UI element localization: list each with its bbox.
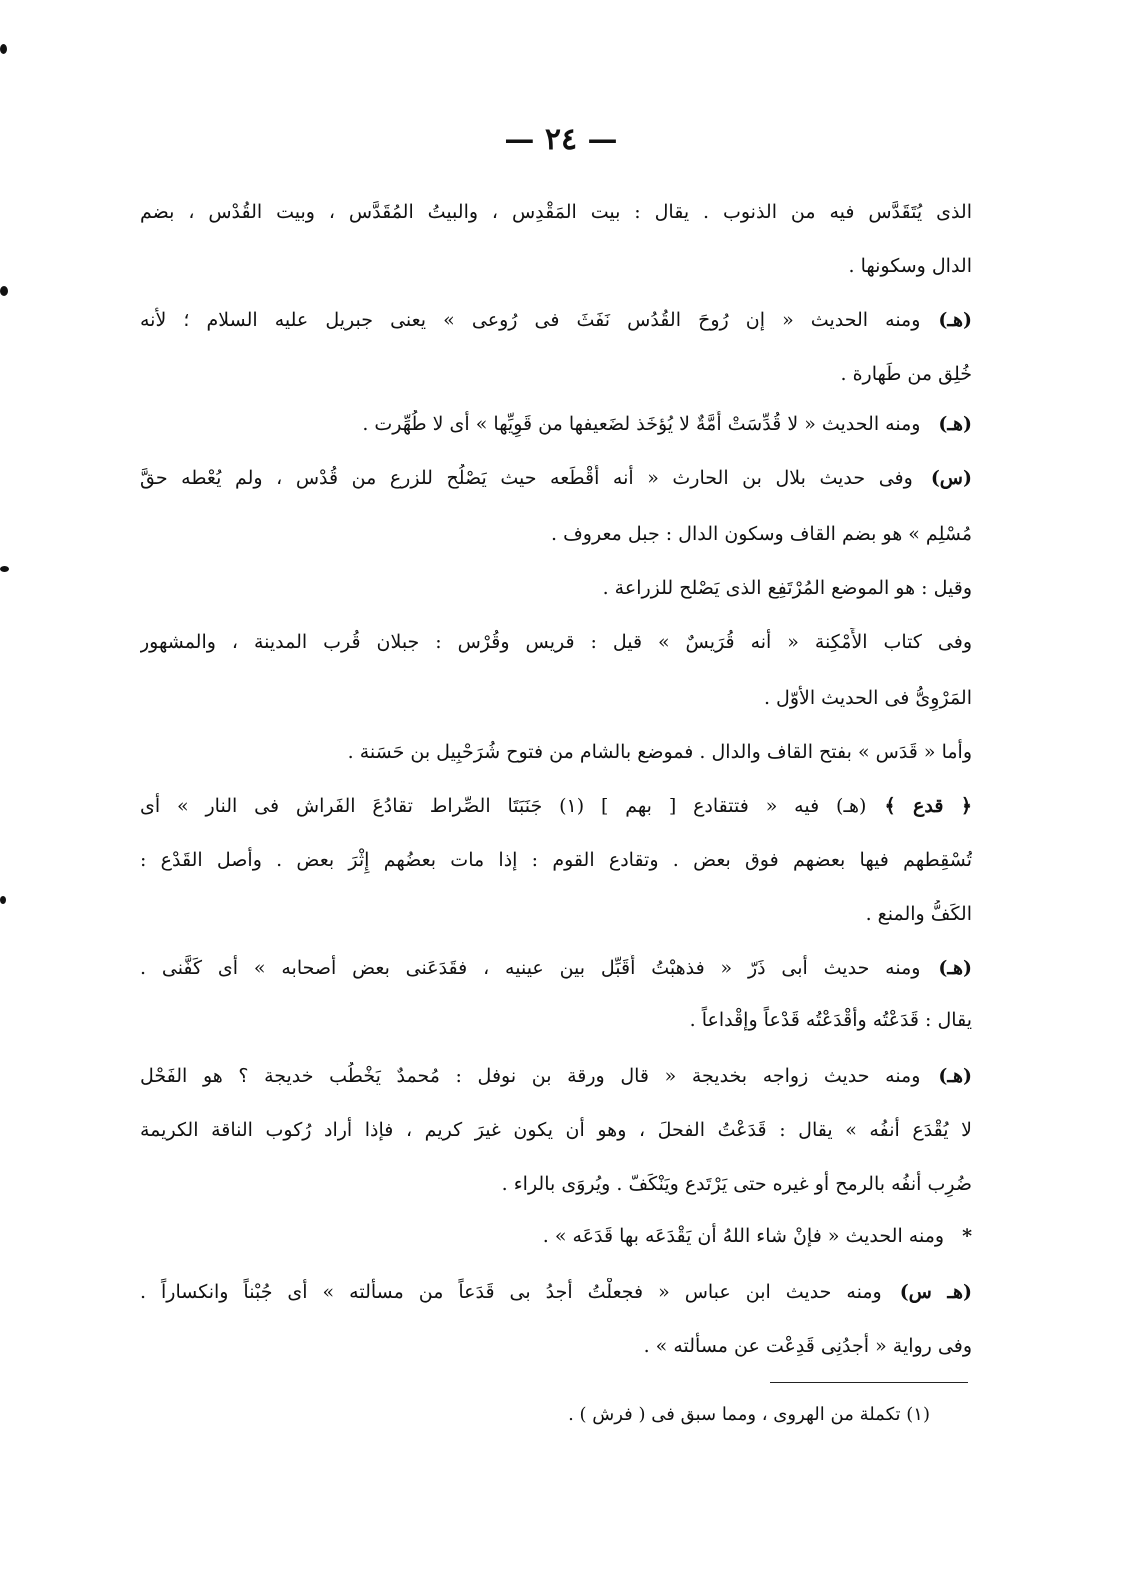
line-text: تُسْقِطهم فيها بعضهم فوق بعض . وتقادع القوم : إذا مات بعضُهم إِثْرَ بعض . وأصل القَدْع : [140, 849, 972, 871]
margin-mark [0, 896, 6, 904]
text-line [140, 1116, 972, 1144]
margin-mark [0, 286, 8, 296]
text-line [140, 1062, 972, 1090]
line-text: (هـ) فيه « فتتقادع [ بهم ] (١) جَنَبَتَا الصِّراط تقادُعَ الفَراش فى النار » أى [140, 795, 867, 817]
entry-marker: (هـ) [938, 1065, 972, 1087]
line-text: ومنه الحديث « فإنْ شاء اللهُ أن يَقْدَعَه بها قَدَعَه » . [542, 1225, 945, 1247]
text-line [140, 846, 972, 874]
line-text: يقال : قَدَعْتُه وأقْدَعْتُه قَدْعاً وإقْداعاً . [689, 1009, 972, 1031]
line-text: وقيل : هو الموضع المُرْتَفِع الذى يَصْلح للزراعة . [602, 577, 972, 599]
text-line [140, 738, 972, 766]
text-line [140, 198, 972, 226]
line-text: وفى حديث بلال بن الحارث « أنه أَقْطَعه حيث يَصْلُح للزرع من قُدْس ، ولم يُعْطه حقَّ [140, 467, 913, 489]
entry-marker: (هـ س) [899, 1281, 972, 1303]
line-text: المَرْوِىُّ فى الحديث الأوّل . [763, 687, 972, 709]
text-line [140, 954, 972, 982]
entry-marker: (هـ) [938, 413, 972, 435]
text-line [140, 464, 972, 492]
line-text: الدال وسكونها . [848, 255, 972, 277]
page-number: — ٢٤ — [504, 122, 618, 157]
text-line [140, 1222, 972, 1250]
margin-mark [0, 44, 7, 54]
text-line [140, 306, 972, 334]
line-text: ضُرِب أنفُه بالرمح أو غيره حتى يَرْتَدع ويَنْكَفّ . ويُروَى بالراء . [501, 1173, 972, 1195]
entry-marker: * [962, 1225, 972, 1247]
text-line [140, 792, 972, 820]
text-line [140, 1006, 972, 1034]
line-text: لا يُقْدَع أنفُه » يقال : قَدَعْتُ الفحلَ ، وهو أن يكون غيرَ كريم ، فإذا أراد رُكوب الناقة الكريمة [140, 1119, 972, 1141]
line-text: ومنه حديث ابن عباس « فجعلْتُ أجدُ بى قَدَعاً من مسألته » أى جُبْناً وانكساراً . [140, 1281, 882, 1303]
footnote: (١) تكملة من الهروى ، ومما سبق فى ( فرش ) . [568, 1404, 930, 1425]
entry-marker: (س) [930, 467, 972, 489]
text-line [140, 900, 972, 928]
text-line [140, 628, 972, 656]
line-text: الكَفُّ والمنع . [865, 903, 972, 925]
footnote-rule [770, 1382, 968, 1383]
text-line [140, 574, 972, 602]
text-line [140, 360, 972, 388]
text-line [140, 410, 972, 438]
text-line [140, 520, 972, 548]
line-text: الذى يُتَقَدَّس فيه من الذنوب . يقال : بيت المَقْدِس ، والبيتُ المُقَدَّس ، وبيت القُدْس ، بضم [140, 201, 972, 223]
line-text: وأما « قَدَس » بفتح القاف والدال . فموضع بالشام من فتوح شُرَحْبِيل بن حَسَنة . [347, 741, 972, 763]
text-line [140, 1332, 972, 1360]
line-text: مُسْلِم » هو بضم القاف وسكون الدال : جبل معروف . [551, 523, 972, 545]
margin-mark [0, 566, 9, 572]
entry-marker: (هـ) [938, 957, 972, 979]
line-text: ومنه الحديث « إن رُوحَ القُدُس نَفَثَ فى رُوعى » يعنى جبريل عليه السلام ؛ لأنه [140, 309, 921, 331]
line-text: ومنه حديث زواجه بخديجة « قال ورقة بن نوفل : مُحمدٌ يَخْطُب خديجة ؟ هو الفَحْل [140, 1065, 921, 1087]
text-line [140, 1170, 972, 1198]
text-line [140, 1278, 972, 1306]
line-text: وفى كتاب الأَمْكِنة « أنه قُرَيسٌ » قيل : قريس وقُرْس : جبلان قُرب المدينة ، والمشهور [140, 631, 972, 653]
text-line [140, 684, 972, 712]
line-text: ومنه حديث أبى ذَرّ « فذهبْتُ أُقَبِّل بين عينيه ، فقَدَعَنى بعض أصحابه » أى كَفَّنى . [140, 957, 921, 979]
line-text: وفى رواية « أجدُنِى قَدِعْت عن مسألته » . [643, 1335, 972, 1357]
entry-marker: (هـ) [938, 309, 972, 331]
text-line [140, 252, 972, 280]
line-text: ومنه الحديث « لا قُدِّسَتْ أُمَّةٌ لا يُؤخَذ لضَعيفها من قَوِيِّها » أى لا طُهِّرت . [362, 413, 921, 435]
line-text: خُلِق من طَهارة . [840, 363, 972, 385]
entry-marker: ﴿ قدع ﴾ [884, 795, 972, 817]
